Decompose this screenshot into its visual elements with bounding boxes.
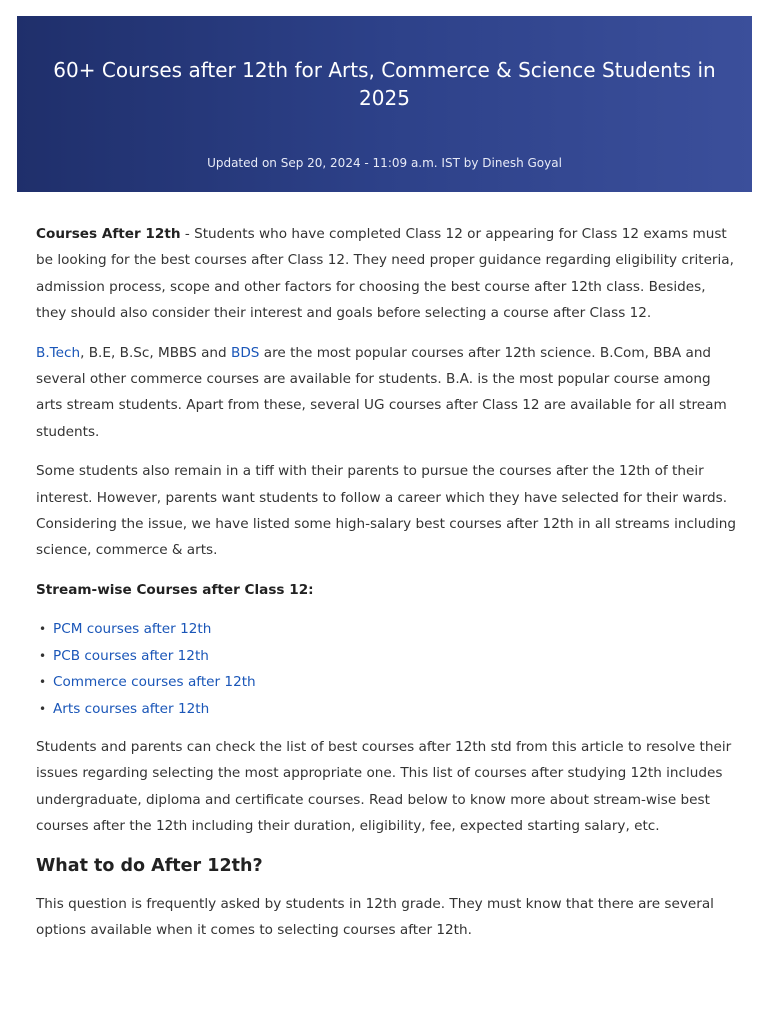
popular-text-end: are the most popular courses after 12th science. B.Com, BBA and several other commerce courses are available for students. B.A. is the most popular course among arts stream students. Apart from these, several UG courses after Class 12 are available for all stream students. [36,344,727,440]
list-item [36,696,736,722]
list-paragraph: Students and parents can check the list of best courses after 12th std from this article to resolve their issues regarding selecting the most appropriate one. This list of courses after studying 12th includes undergraduate, diploma and certificate courses. Read below to know more about stream-wise best courses after the 12th including their duration, eligibility, fee, expected starting salary, etc. [36,738,732,835]
list-item [36,669,736,695]
stream-link-list [36,616,736,722]
tiff-paragraph: Some students also remain in a tiff with their parents to pursue the courses after the 12th of their interest. However, parents want students to follow a career which they have selected for their wards. Considering the issue, we have listed some high-salary best courses after 12th in all streams including science, commerce & arts. [36,463,736,559]
commerce-courses-link[interactable]: Commerce courses after 12th [53,674,256,691]
bds-link[interactable]: BDS [231,344,260,361]
btech-link[interactable]: B.Tech [36,344,81,361]
bullet-icon: • [39,675,47,690]
article-meta: Updated on Sep 20, 2024 - 11:09 a.m. IST by Dinesh Goyal [207,156,562,170]
bullet-icon: • [39,701,47,716]
arts-courses-link[interactable]: Arts courses after 12th [53,700,210,717]
intro-lead: Courses After 12th [36,226,181,242]
intro-paragraph [36,221,736,327]
section-paragraph: This question is frequently asked by students in 12th grade. They must know that there are several options available when it comes to selecting courses after 12th. [36,895,714,938]
bullet-icon: • [39,622,47,637]
list-item [36,616,736,642]
pcm-courses-link[interactable]: PCM courses after 12th [53,621,212,638]
intro-text: - Students who have completed Class 12 or appearing for Class 12 exams must be looking for the best courses after Class 12. They need proper guidance regarding eligibility criteria, admission process, scope and other factors for choosing the best course after 12th class. Besides, they should also consider their interest and goals before selecting a course after Class 12. [36,226,734,322]
section-heading: What to do After 12th? [36,855,263,876]
stream-heading [36,577,736,603]
popular-text-mid: , B.E, B.Sc, MBBS and [80,344,231,361]
article-header [17,16,752,192]
bullet-icon: • [39,648,47,663]
page-title: 60+ Courses after 12th for Arts, Commerce & Science Students in 2025 [53,58,716,110]
article-body [36,221,736,956]
pcb-courses-link[interactable]: PCB courses after 12th [53,647,209,664]
list-item [36,643,736,669]
popular-courses-paragraph [36,340,736,446]
stream-heading-text: Stream-wise Courses after Class 12: [36,581,314,598]
